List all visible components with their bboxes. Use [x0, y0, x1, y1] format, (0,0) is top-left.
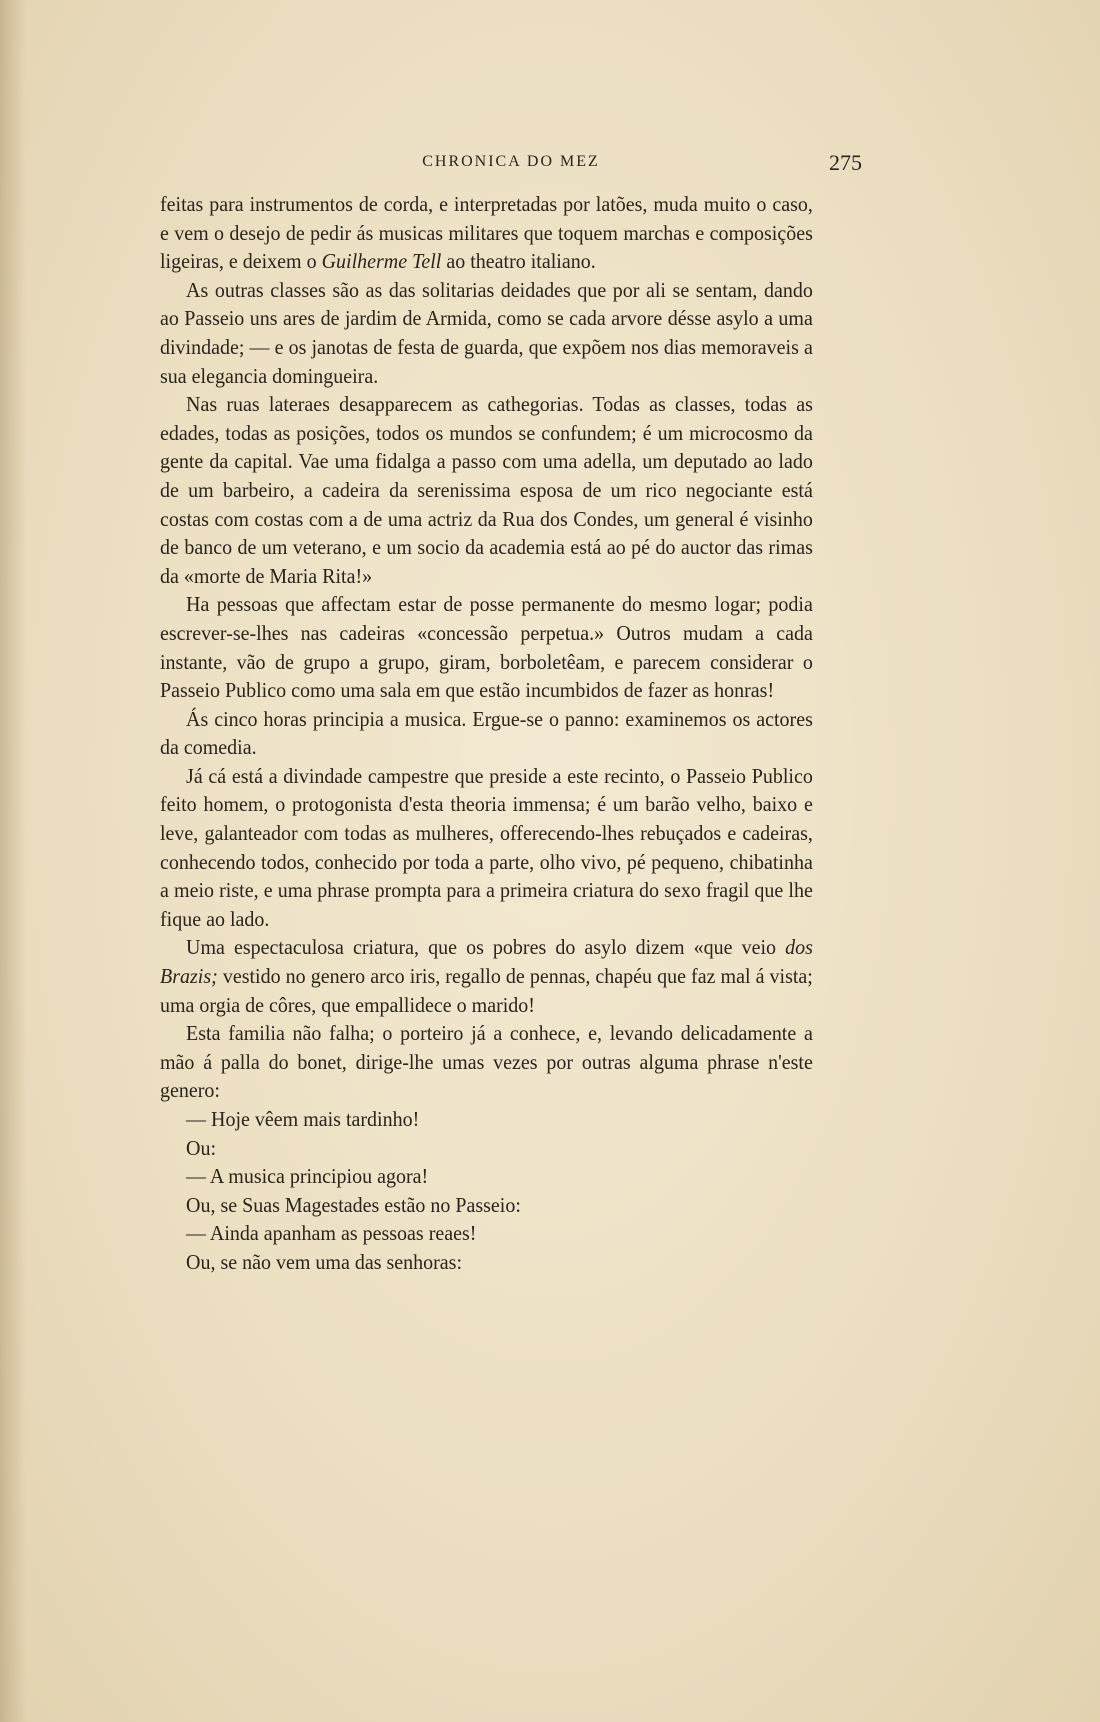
- page-gutter-shadow: [0, 0, 26, 1722]
- paragraph: Esta familia não falha; o porteiro já a conhece, e, levando delicadamente a mão á palla do bonet, dirige-lhe umas vezes por outras alguma phrase n'este genero:: [160, 1021, 813, 1103]
- page-number: 275: [829, 150, 862, 175]
- running-head: [160, 150, 862, 176]
- dialog-line: — Hoje vêem mais tardinho!: [186, 1107, 420, 1131]
- paragraph: Ha pessoas que affectam estar de posse permanente do mesmo logar; podia escrever-se-lhes nas cadeiras «concessão perpetua.» Outros mudam a cada instante, vão de grupo a grupo, giram, borboletêam, e parecem considerar o Passeio Publico como uma sala em que estão incumbidos de fazer as honras!: [160, 592, 813, 703]
- dialog-line: — A musica principiou agora!: [186, 1164, 429, 1189]
- running-title: CHRONICA DO MEZ: [422, 153, 600, 170]
- paragraph: Nas ruas lateraes desapparecem as cathegorias. Todas as classes, todas as edades, todas as posições, todos os mundos se confundem; é um microcosmo da gente da capital. Vae uma fidalga a passo com uma adella, um deputado ao lado de um barbeiro, a cadeira da serenissima esposa de um rico negociante está costas com costas com a de uma actriz da Rua dos Condes, um general é visinho de banco de um veterano, e um socio da academia está ao pé do auctor das rimas da «morte de Maria Rita!»: [160, 392, 813, 588]
- paragraph: Já cá está a divindade campestre que preside a este recinto, o Passeio Publico feito homem, o protogonista d'esta theoria immensa; é um barão velho, baixo e leve, galanteador com todas as mulheres, offerecendo-lhes rebuçados e cadeiras, conhecendo todos, conhecido por toda a parte, olho vivo, pé pequeno, chibatinha a meio riste, e uma phrase prompta para a primeira criatura do sexo fragil que lhe fique ao lado.: [160, 763, 813, 931]
- paragraph: [160, 190, 813, 276]
- paragraph-text: vestido no genero arco iris, regallo de pennas, chapéu que faz mal á vista; uma orgia de côres, que empallidece o marido!: [160, 964, 813, 1017]
- paragraph: Ás cinco horas principia a musica. Ergue-se o panno: examinemos os actores da comedia.: [160, 706, 813, 760]
- paragraph-text: Uma espectaculosa criatura, que os pobres do asylo dizem «que veio: [186, 935, 786, 960]
- dialog-line: — Ainda apanham as pessoas reaes!: [186, 1221, 477, 1246]
- body-text: [160, 190, 813, 1277]
- dialog-line: Ou, se Suas Magestades estão no Passeio:: [186, 1192, 521, 1217]
- paragraph: As outras classes são as das solitarias deidades que por ali se sentam, dando ao Passeio uns ares de jardim de Armida, como se cada arvore désse asylo a uma divindade; — e os janotas de festa de guarda, que expõem nos dias memoraveis a sua elegancia domingueira.: [160, 277, 813, 388]
- italic-phrase: dos Brazis;: [160, 935, 813, 989]
- paragraph-text: ao theatro italiano.: [441, 249, 596, 274]
- paragraph-text: feitas para instrumentos de corda, e interpretadas por latões, muda muito o caso, e vem o desejo de pedir ás musicas militares que toquem marchas e composições ligeiras, e deixem o: [160, 192, 813, 274]
- italic-title: Guilherme Tell: [321, 249, 442, 274]
- dialog-line: Ou, se não vem uma das senhoras:: [186, 1249, 463, 1274]
- dialog-line: Ou:: [186, 1135, 217, 1160]
- paragraph: [160, 933, 813, 1019]
